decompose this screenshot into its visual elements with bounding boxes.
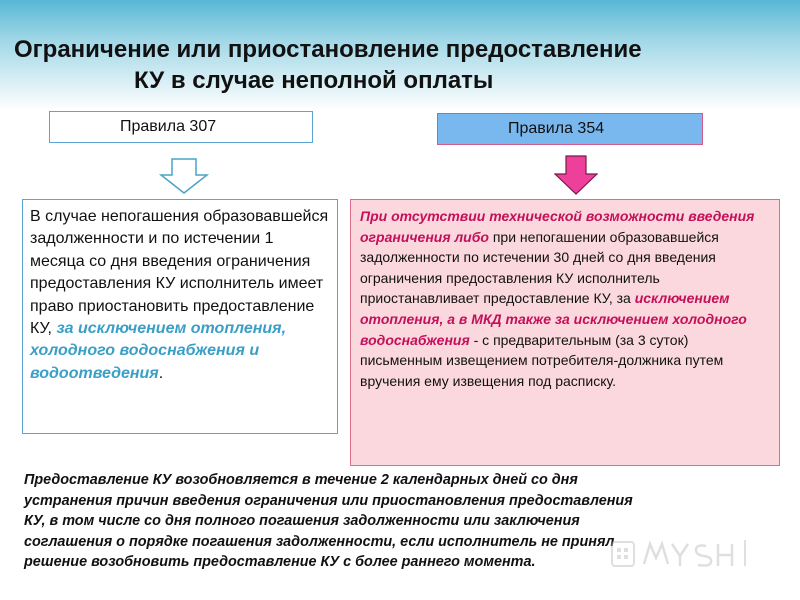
resumption-note-line: соглашения о порядке погашения задолженности, если исполнитель не принял bbox=[24, 533, 615, 550]
rules-307-label: Правила 307 bbox=[120, 118, 217, 135]
rules-354-label-box bbox=[437, 113, 703, 145]
rules-354-text-part2: - с предварительным (за 3 суток) письменным извещением потребителя-должника путем вручения ему извещения под расписку. bbox=[360, 331, 724, 389]
myshared-watermark-icon bbox=[610, 536, 760, 570]
rules-307-tail: . bbox=[158, 364, 164, 382]
rules-307-label-box bbox=[49, 111, 313, 143]
resumption-note-line: решение возобновить предоставление КУ с более раннего момента. bbox=[24, 554, 536, 571]
rules-354-text-part1: при непогашении образовавшейся задолженности по истечении 30 дней со дня введения ограничения предоставления КУ исполнитель приостанавливает предоставление КУ, за bbox=[360, 228, 719, 307]
rules-354-highlight-exception: исключением отопления, а в МКД также за исключением холодного водоснабжения bbox=[360, 290, 747, 348]
slide-title-line2: КУ в случае неполной оплаты bbox=[134, 67, 494, 94]
rules-307-description bbox=[22, 199, 338, 434]
hollow-down-arrow-icon bbox=[159, 158, 209, 194]
resumption-note-line: Предоставление КУ возобновляется в течение 2 календарных дней со дня bbox=[24, 472, 578, 488]
rules-307-exception-text: за исключением отопления, холодного водоснабжения и водоотведения bbox=[30, 320, 287, 382]
rules-354-description bbox=[350, 199, 780, 466]
resumption-note-line: устранения причин введения ограничения или приостановления предоставления bbox=[24, 492, 633, 509]
slide-title bbox=[14, 34, 794, 96]
slide-title-line1: Ограничение или приостановление предоставление bbox=[14, 36, 642, 63]
rules-354-label: Правила 354 bbox=[508, 120, 605, 137]
pink-down-arrow-icon bbox=[554, 155, 598, 195]
resumption-note-line: КУ, в том числе со дня полного погашения задолженности или заключения bbox=[24, 513, 580, 530]
rules-354-highlight-condition: При отсутствии технической возможности введения ограничения либо bbox=[360, 208, 755, 245]
rules-307-text: В случае непогашения образовавшейся задолженности и по истечении 1 месяца со дня введения ограничения предоставления КУ исполнитель имеет право приостановить предоставление КУ, bbox=[30, 208, 329, 338]
